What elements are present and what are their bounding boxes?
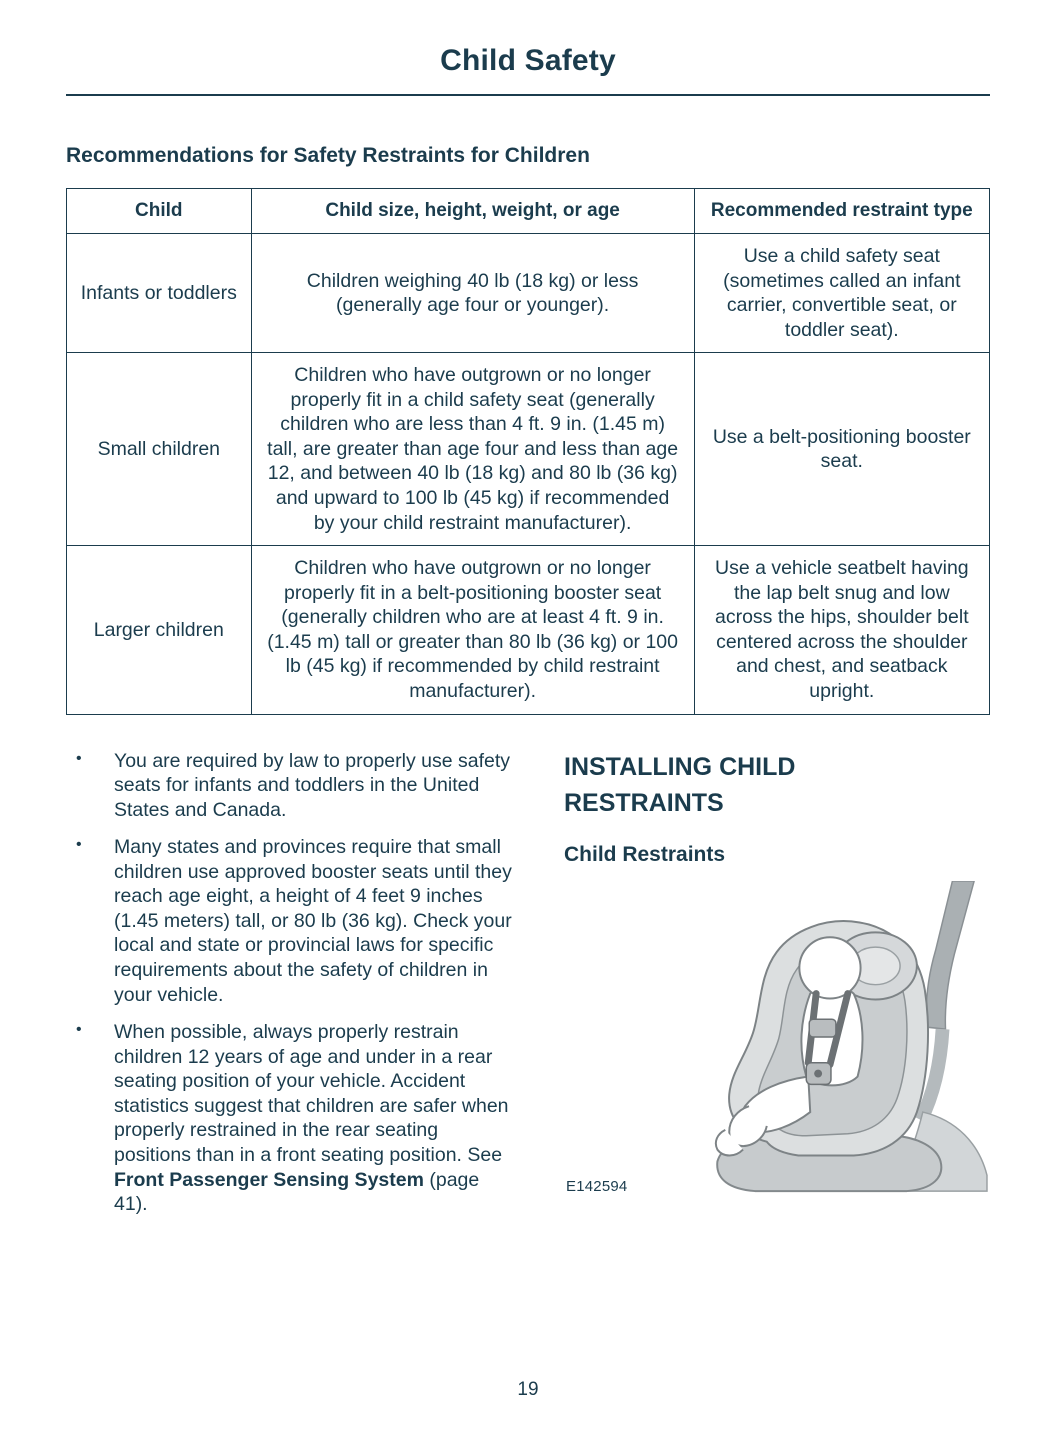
header-cell-restraint: Recommended restraint type [694,189,989,234]
notes-column [66,749,518,1230]
figure-code: E142594 [566,1178,628,1195]
child-head [799,937,860,998]
section-title: Recommendations for Safety Restraints for Children [66,144,590,167]
header-rule [66,94,990,96]
harness-chest-clip [809,1019,836,1037]
cell-restraint: Use a belt-positioning booster seat. [694,353,989,546]
bullet-text: You are required by law to properly use safety seats for infants and toddlers in the United States and Canada. [114,749,511,821]
table-row [67,353,990,546]
restraints-table [66,188,990,715]
child-seat-illustration [660,881,996,1197]
cross-reference-front-passenger-sensing-system: Front Passenger Sensing System [114,1168,424,1191]
installing-column [564,749,990,1230]
bullet-list [66,749,518,1217]
header-cell-size: Child size, height, weight, or age [251,189,694,234]
bullet-item [66,835,518,1007]
bullet-text: Many states and provinces require that small children use approved booster seats until they reach age eight, a height of 4 feet 9 inches (1.45 meters) tall, or 80 lb (36 kg). Check your local and state or provincial laws for specific requirements about the safety of children in your vehicle. [114,836,512,1006]
child-seat-figure [564,881,990,1211]
table-row [67,546,990,714]
page-header [66,0,990,96]
child-restraints-heading: Child Restraints [564,843,726,866]
table-header-row [67,189,990,234]
page-number: 19 [517,1379,539,1400]
bullet-text: (page 41). [114,1168,480,1216]
header-cell-child: Child [67,189,252,234]
cell-restraint: Use a child safety seat (sometimes called an infant carrier, convertible seat, or toddler seat). [694,233,989,352]
installing-heading: INSTALLING CHILD RESTRAINTS [564,752,796,817]
cell-restraint: Use a vehicle seatbelt having the lap belt snug and low across the hips, shoulder belt centered across the shoulder and chest, and seatback upright. [694,546,989,714]
page-title: Child Safety [440,44,616,77]
cell-size: Children who have outgrown or no longer properly fit in a belt-positioning booster seat (generally children who are at least 4 ft. 9 in. (1.45 m) tall or greater than 80 lb (36 kg) or 100 lb (45 kg) if recommended by child restraint manufacturer). [251,546,694,714]
cell-child: Small children [67,353,252,546]
buckle-button [814,1070,822,1078]
cell-size: Children who have outgrown or no longer properly fit in a child safety seat (generally children who are less than 4 ft. 9 in. (1.45 m) tall, are greater than age four and less than age 12, and between 40 lb (18 kg) and 80 lb (36 kg) and upward to 100 lb (45 kg) if recommended by your child restraint manufacturer). [251,353,694,546]
table-row [67,233,990,352]
seatbelt-strap [926,881,974,1029]
cell-size: Children weighing 40 lb (18 kg) or less (generally age four or younger). [251,233,694,352]
cell-child: Larger children [67,546,252,714]
bullet-item [66,749,518,823]
bullet-item [66,1020,518,1217]
bullet-text: When possible, always properly restrain children 12 years of age and under in a rear seating position of your vehicle. Accident statistics suggest that children are safer when properly restrained in the rear seating positions than in a front seating position. See [114,1021,509,1166]
cell-child: Infants or toddlers [67,233,252,352]
